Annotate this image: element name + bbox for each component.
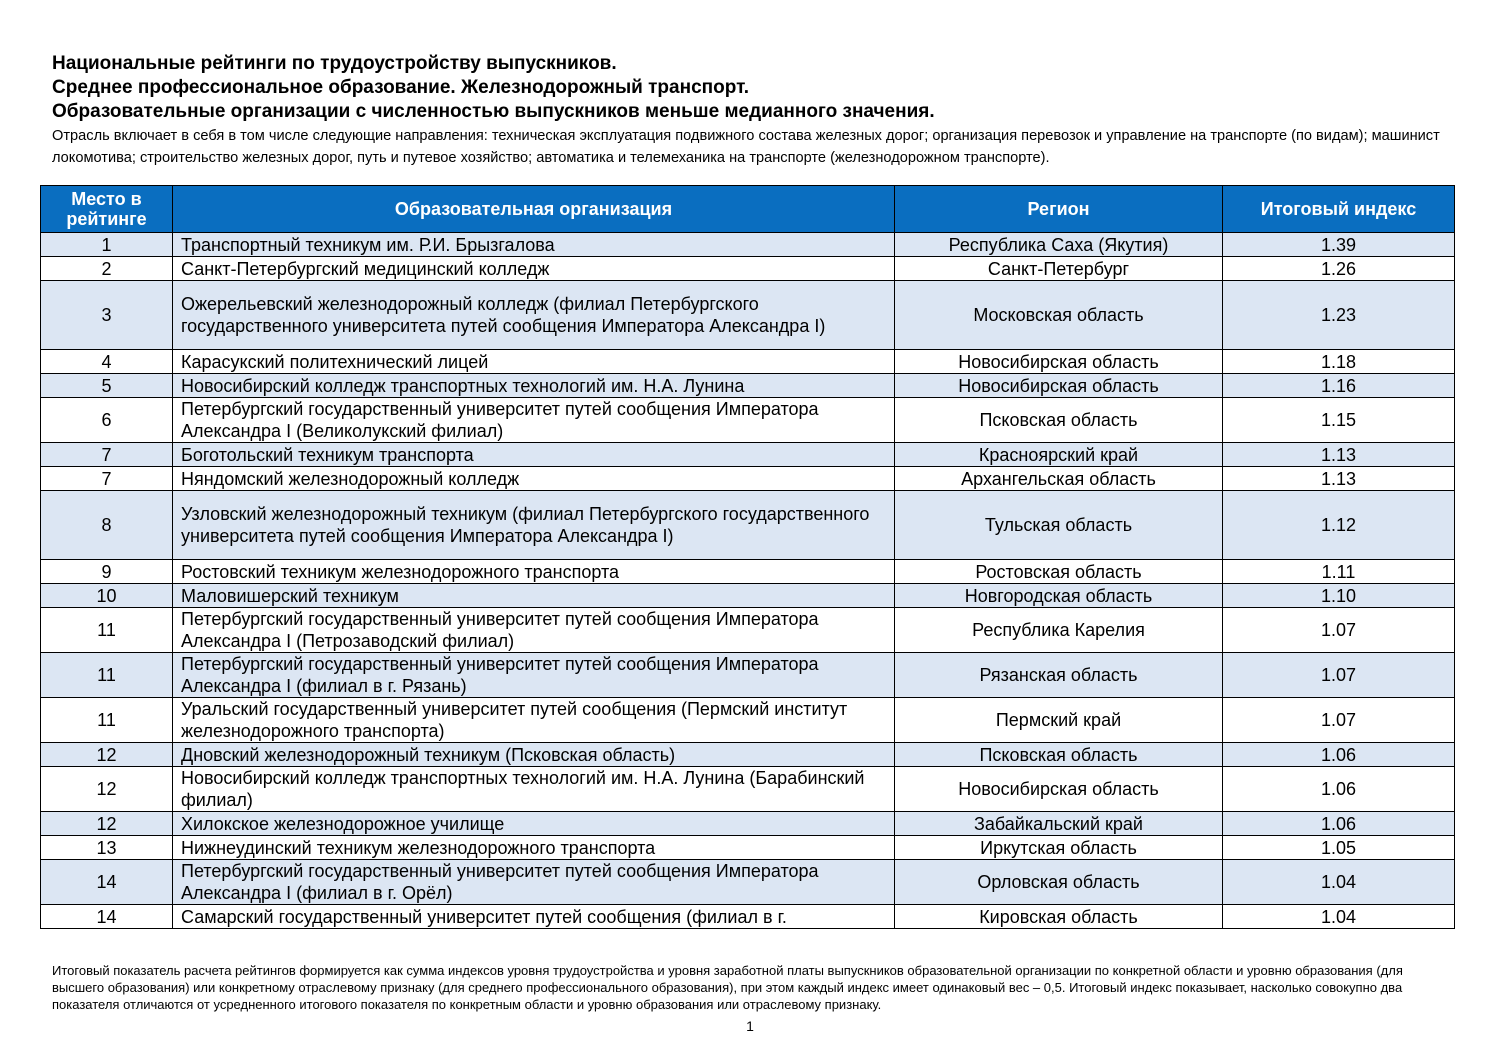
column-header-region: Регион xyxy=(895,186,1223,233)
cell-place: 2 xyxy=(41,257,173,281)
cell-place: 8 xyxy=(41,491,173,560)
column-header-place: Место в рейтинге xyxy=(41,186,173,233)
cell-organization: Няндомский железнодорожный колледж xyxy=(173,467,895,491)
cell-organization: Боготольский техникум транспорта xyxy=(173,443,895,467)
cell-index: 1.13 xyxy=(1223,467,1455,491)
cell-place: 7 xyxy=(41,467,173,491)
cell-place: 6 xyxy=(41,398,173,443)
cell-organization: Маловишерский техникум xyxy=(173,584,895,608)
cell-index: 1.10 xyxy=(1223,584,1455,608)
cell-index: 1.07 xyxy=(1223,608,1455,653)
table-row xyxy=(41,281,1455,350)
cell-index: 1.26 xyxy=(1223,257,1455,281)
cell-place: 12 xyxy=(41,743,173,767)
cell-region: Новосибирская область xyxy=(895,374,1223,398)
cell-place: 12 xyxy=(41,767,173,812)
cell-organization: Хилокское железнодорожное училище xyxy=(173,812,895,836)
cell-organization: Петербургский государственный университет путей сообщения Императора Александра I (Великолукский филиал) xyxy=(173,398,895,443)
cell-region: Московская область xyxy=(895,281,1223,350)
cell-index: 1.06 xyxy=(1223,767,1455,812)
cell-place: 11 xyxy=(41,653,173,698)
page-title-line-1: Национальные рейтинги по трудоустройству выпускников. xyxy=(52,53,617,74)
cell-region: Архангельская область xyxy=(895,467,1223,491)
cell-index: 1.12 xyxy=(1223,491,1455,560)
page-title-line-2: Среднее профессиональное образование. Железнодорожный транспорт. xyxy=(52,77,749,98)
page-title-line-3: Образовательные организации с численностью выпускников меньше медианного значения. xyxy=(52,101,935,122)
rating-table xyxy=(40,185,1455,929)
cell-region: Санкт-Петербург xyxy=(895,257,1223,281)
table-row xyxy=(41,467,1455,491)
cell-organization: Новосибирский колледж транспортных технологий им. Н.А. Лунина (Барабинский филиал) xyxy=(173,767,895,812)
table-row xyxy=(41,374,1455,398)
cell-organization: Нижнеудинский техникум железнодорожного транспорта xyxy=(173,836,895,860)
cell-index: 1.23 xyxy=(1223,281,1455,350)
cell-index: 1.06 xyxy=(1223,743,1455,767)
cell-region: Красноярский край xyxy=(895,443,1223,467)
table-row xyxy=(41,233,1455,257)
cell-place: 1 xyxy=(41,233,173,257)
page-number: 1 xyxy=(746,1018,754,1034)
cell-place: 10 xyxy=(41,584,173,608)
table-header-row xyxy=(41,186,1455,233)
cell-region: Республика Карелия xyxy=(895,608,1223,653)
cell-place: 12 xyxy=(41,812,173,836)
column-header-organization: Образовательная организация xyxy=(173,186,895,233)
cell-region: Псковская область xyxy=(895,398,1223,443)
cell-organization: Ростовский техникум железнодорожного транспорта xyxy=(173,560,895,584)
table-row xyxy=(41,257,1455,281)
cell-organization: Карасукский политехнический лицей xyxy=(173,350,895,374)
table-row xyxy=(41,653,1455,698)
cell-place: 14 xyxy=(41,860,173,905)
cell-region: Рязанская область xyxy=(895,653,1223,698)
cell-index: 1.05 xyxy=(1223,836,1455,860)
cell-region: Пермский край xyxy=(895,698,1223,743)
cell-organization: Петербургский государственный университет путей сообщения Императора Александра I (филиал в г. Орёл) xyxy=(173,860,895,905)
cell-index: 1.07 xyxy=(1223,653,1455,698)
cell-organization: Дновский железнодорожный техникум (Псковская область) xyxy=(173,743,895,767)
cell-organization: Узловский железнодорожный техникум (филиал Петербургского государственного университета путей сообщения Императора Александра I) xyxy=(173,491,895,560)
cell-index: 1.16 xyxy=(1223,374,1455,398)
cell-organization: Петербургский государственный университет путей сообщения Императора Александра I (филиал в г. Рязань) xyxy=(173,653,895,698)
cell-place: 9 xyxy=(41,560,173,584)
cell-region: Псковская область xyxy=(895,743,1223,767)
cell-organization: Петербургский государственный университет путей сообщения Императора Александра I (Петрозаводский филиал) xyxy=(173,608,895,653)
table-row xyxy=(41,350,1455,374)
cell-organization: Ожерельевский железнодорожный колледж (филиал Петербургского государственного университета путей сообщения Императора Александра I) xyxy=(173,281,895,350)
cell-region: Забайкальский край xyxy=(895,812,1223,836)
table-row xyxy=(41,698,1455,743)
table-row xyxy=(41,836,1455,860)
cell-index: 1.15 xyxy=(1223,398,1455,443)
cell-place: 13 xyxy=(41,836,173,860)
cell-index: 1.04 xyxy=(1223,860,1455,905)
cell-organization: Санкт-Петербургский медицинский колледж xyxy=(173,257,895,281)
cell-region: Республика Саха (Якутия) xyxy=(895,233,1223,257)
footnote: Итоговый показатель расчета рейтингов формируется как сумма индексов уровня трудоустройства и уровня заработной платы выпускников образовательной организации по конкретной области и уровню образования (для высшего образования) или конкретному отраслевому признаку (для среднего профессионального образования), при этом каждый индекс имеет одинаковый вес – 0,5. Итоговый индекс показывает, насколько совокупно два показателя отличаются от усредненного итогового показателя по конкретным области и уровню образования или отраслевому признаку. xyxy=(52,963,1403,1012)
table-row xyxy=(41,860,1455,905)
cell-region: Новгородская область xyxy=(895,584,1223,608)
cell-index: 1.11 xyxy=(1223,560,1455,584)
cell-index: 1.06 xyxy=(1223,812,1455,836)
table-row xyxy=(41,584,1455,608)
cell-region: Новосибирская область xyxy=(895,767,1223,812)
table-row xyxy=(41,767,1455,812)
page-header xyxy=(52,52,1452,169)
table-row xyxy=(41,491,1455,560)
cell-place: 5 xyxy=(41,374,173,398)
cell-index: 1.18 xyxy=(1223,350,1455,374)
cell-index: 1.04 xyxy=(1223,905,1455,929)
cell-place: 3 xyxy=(41,281,173,350)
cell-index: 1.07 xyxy=(1223,698,1455,743)
table-row xyxy=(41,443,1455,467)
cell-region: Кировская область xyxy=(895,905,1223,929)
cell-index: 1.39 xyxy=(1223,233,1455,257)
cell-region: Ростовская область xyxy=(895,560,1223,584)
table-row xyxy=(41,905,1455,929)
cell-region: Орловская область xyxy=(895,860,1223,905)
cell-place: 7 xyxy=(41,443,173,467)
cell-place: 11 xyxy=(41,608,173,653)
column-header-index: Итоговый индекс xyxy=(1223,186,1455,233)
table-row xyxy=(41,608,1455,653)
cell-place: 4 xyxy=(41,350,173,374)
table-row xyxy=(41,812,1455,836)
cell-region: Тульская область xyxy=(895,491,1223,560)
table-row xyxy=(41,398,1455,443)
table-row xyxy=(41,560,1455,584)
cell-place: 14 xyxy=(41,905,173,929)
cell-organization: Новосибирский колледж транспортных технологий им. Н.А. Лунина xyxy=(173,374,895,398)
intro-text: Отрасль включает в себя в том числе следующие направления: техническая эксплуатация подвижного состава железных дорог; организация перевозок и управление на транспорте (по видам); машинист локомотива; строительство железных дорог, путь и путевое хозяйство; автоматика и телемеханика на транспорте (железнодорожном транспорте). xyxy=(52,128,1440,166)
cell-organization: Уральский государственный университет путей сообщения (Пермский институт железнодорожного транспорта) xyxy=(173,698,895,743)
cell-organization: Транспортный техникум им. Р.И. Брызгалова xyxy=(173,233,895,257)
cell-region: Иркутская область xyxy=(895,836,1223,860)
cell-region: Новосибирская область xyxy=(895,350,1223,374)
cell-place: 11 xyxy=(41,698,173,743)
cell-index: 1.13 xyxy=(1223,443,1455,467)
cell-organization: Самарский государственный университет путей сообщения (филиал в г. xyxy=(173,905,895,929)
table-row xyxy=(41,743,1455,767)
